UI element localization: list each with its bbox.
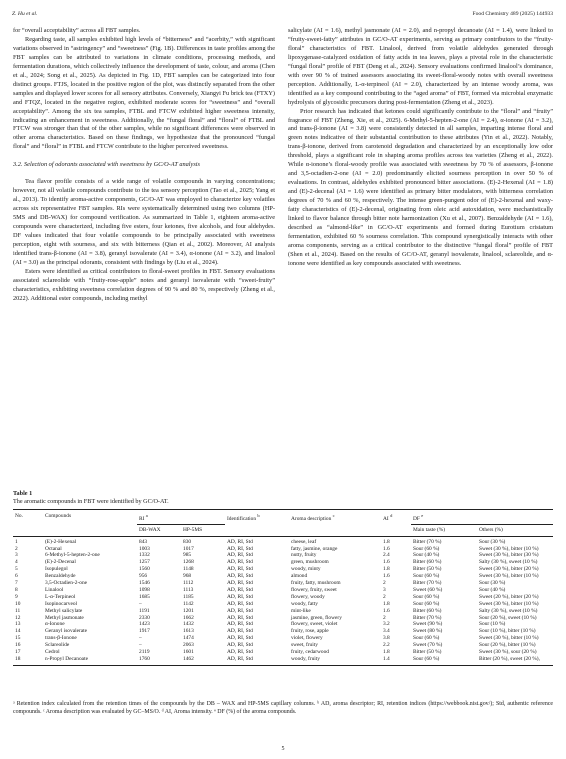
paragraph: salicylate (AI = 1.6), methyl jasmonate (AI = 2.0), and n-propyl decanoate (AI = 1.4), were linked to “fruity-sweet-fatty” attributes in GC/O-AT experiments, serving as primary contributors to the “fruity-floral” characteristics of FBT. Linalool, derived from volatile aldehydes generated through lipoxygenase-catalyzed oxidation of fatty acids in tea leaves, plays a pivotal role in the characteristic “fungal floral” profile of FBT (Deng et al., 2024). Sensory evaluations confirmed linalool’s dominance, with over 90 % of trained assessors associating its sweet-floral-woody notes with overall sweetness perception. Additionally, L-α-terpineol (AI = 2.0), characterized by an intense woody aroma, was identified as a key compound contributing to the “aged aroma” of FBT, formed via microbial enzymatic hydrolysis of glycosidic precursors during post-fermentation (Zheng et al., 2023).	[288, 27, 553, 106]
cell-ai: 2	[383, 614, 386, 621]
cell-ai: 3.2	[383, 621, 390, 628]
cell-no: 13	[15, 621, 21, 628]
table-body	[13, 536, 553, 665]
cell-compound: 3,5-Octadien-2-one	[45, 580, 88, 587]
cell-ai: 1.8	[383, 649, 390, 656]
cell-ri-dbwax: 1423	[139, 621, 150, 628]
table-row	[13, 628, 553, 635]
page-number: 5	[281, 746, 285, 752]
cell-identification: AD, RI, Std	[227, 586, 253, 593]
cell-ri-hp5ms: 830	[183, 538, 192, 545]
cell-identification: AD, RI, Std	[227, 621, 253, 628]
cell-others: Sour (10 %)	[479, 621, 506, 628]
author-header: Z. Hu et al.	[12, 11, 38, 17]
col-ai: AI $^d$	[381, 510, 411, 525]
cell-aroma: jasmine, green, flowery	[291, 614, 342, 621]
col-ri: RI $^a$	[137, 510, 225, 525]
cell-compound: Geranyl isovalerate	[45, 628, 88, 635]
cell-others: Sweet (30 %), bitter (10 %)	[479, 600, 539, 607]
cell-others: Sour (20 %), bitter (10 %)	[479, 642, 536, 649]
cell-ri-dbwax: 1257	[139, 559, 150, 566]
cell-ri-hp5ms: 1113	[183, 586, 194, 593]
table-label: Table 1	[13, 490, 33, 497]
left-column	[13, 27, 275, 304]
cell-ri-hp5ms: 968	[183, 573, 192, 580]
cell-no: 9	[15, 593, 18, 600]
cell-ai: 1.8	[383, 538, 390, 545]
cell-identification: AD, RI, Std	[227, 607, 253, 614]
cell-identification: AD, RI, Std	[227, 593, 253, 600]
cell-compound: Methyl jasmonate	[45, 614, 84, 621]
cell-ri-hp5ms: 1432	[183, 621, 194, 628]
table-row	[13, 559, 553, 566]
cell-ai: 1.8	[383, 600, 390, 607]
cell-no: 2	[15, 545, 18, 552]
cell-identification: AD, RI, Std	[227, 573, 253, 580]
cell-main-taste: Sour (60 %)	[413, 593, 440, 600]
right-column	[288, 27, 553, 269]
cell-ri-dbwax: 843	[139, 538, 148, 545]
paragraph: Esters were identified as critical contributors to floral-sweet profiles in FBT. Sensory evaluations associated sclareolide with “fruity-rose-apple” notes and geranyl isovalerate with “sweet-fruity” characteristics, exhibiting sweetness correlation degrees of 90 % and 80 %, respectively (Zheng et al., 2022). Additional ester compounds, including methyl	[13, 267, 275, 302]
cell-ri-dbwax: 1003	[139, 545, 150, 552]
cell-no: 11	[15, 607, 21, 614]
cell-ri-hp5ms: 2063	[183, 642, 194, 649]
cell-ri-dbwax: 956	[139, 573, 148, 580]
table-row	[13, 587, 553, 594]
cell-main-taste: Sweet (70 %)	[413, 642, 443, 649]
cell-ai: 2.2	[383, 642, 390, 649]
cell-ri-dbwax: 1098	[139, 586, 150, 593]
paragraph: Regarding taste, all samples exhibited high levels of “bitterness” and “acerbity,” with significant variations observed in “astringency” and “sweetness” (Fig. 1B). Differences in taste profiles among the FBT samples can be attributed to variations in climate conditions, processing methods, and fermentation durations, which collectively influence the development of taste, colour, and aroma (Chen et al., 2024; Song et al., 2025). As depicted in Fig. 1D, FBT samples can be categorized into four distinct groups. FTJS, located in the positive region of the plot, was distinctly separated from the other samples and displayed lower scores for all sensory attributes. Conversely, Xiangyi Fu brick tea (FTXY) and FTQZ, located in the negative region, exhibited moderate scores for “sweetness” and “overall acceptability”. Among the six tea samples, FTBL and FTCW exhibited higher sweetness intensity, indicating an enhancement in sweetness. Additionally, the “fungal floral” and “floral” of FTBL and FTCW was stronger than that of the other samples, while no significant differences were observed in other aroma characteristics. Based on these findings, we hypothesize that the pronounced “fungal floral” and “floral” in FTBL and FTCW contribute to the higher perceived sweetness.	[13, 35, 275, 151]
running-header	[12, 11, 553, 20]
cell-main-taste: Bitter (70 %)	[413, 538, 442, 545]
cell-identification: AD, RI, Std	[225, 656, 289, 665]
cell-others: Sweet (30 %), bitter (20 %)	[479, 566, 539, 573]
col-others: Others (%)	[477, 525, 553, 536]
cell-main-taste: Sour (60 %)	[411, 656, 477, 665]
cell-no: 6	[15, 573, 18, 580]
cell-ri-dbwax: –	[139, 642, 142, 649]
cell-others: Sweet (30 %), bitter (10 %)	[479, 573, 539, 580]
cell-main-taste: Sweet (80 %)	[413, 628, 443, 635]
cell-main-taste: Sour (60 %)	[413, 573, 440, 580]
col-no: No.	[13, 510, 43, 525]
col-dbwax: DB-WAX	[137, 525, 181, 536]
cell-no: 7	[15, 580, 18, 587]
cell-main-taste: Sour (60 %)	[413, 635, 440, 642]
cell-identification: AD, RI, Std	[227, 552, 253, 559]
cell-compound: Octanal	[45, 545, 62, 552]
cell-others: Sweet (30 %), bitter (30 %)	[479, 552, 539, 559]
cell-ri-dbwax: 1560	[139, 566, 150, 573]
cell-ri-hp5ms: 1185	[183, 593, 194, 600]
cell-main-taste: Sweet (60 %)	[413, 586, 443, 593]
cell-compound: Isopinocarveol	[45, 600, 78, 607]
cell-compound: L-α-Terpineol	[45, 593, 76, 600]
cell-ri-dbwax: –	[139, 600, 142, 607]
cell-others: Sweet (30 %), bitter (10 %)	[479, 635, 539, 642]
col-aroma: Aroma description $^c$	[289, 510, 381, 525]
cell-no: 5	[15, 566, 18, 573]
cell-compound: 6-Methyl-5-hepten-2-one	[45, 552, 100, 559]
paragraph: Tea flavor profile consists of a wide range of volatile compounds in varying concentrations; however, not all volatile compounds contribute to the tea sensory perception (Tao et al., 2025; Yang et al., 2013). To identify aroma-active components, GC/O-AT was employed to characterize key volatiles across six representative FBT samples. RIs were systematically determined using two columns (HP-5MS and DB-WAX) for compound verification. As summarized in Table 1, eighteen aroma-active compounds were characterized, including five esters, four ketones, five alcohols, and four aldehydes. DF values indicated that four volatile compounds to be principally associated with sweetness perception, eight with sourness, and six with bitterness (Qian et al., 2002). Moreover, AI analysis identified trans-β-ionone (AI = 3.8), geranyl isovalerate (AI = 3.4), α-ionone (AI = 3.2), and linalool (AI = 3.0) as the principal odorants, consistent with findings by (Liu et al., 2024).	[13, 178, 275, 266]
table-row	[13, 580, 553, 587]
col-compounds: Compounds	[43, 510, 137, 525]
section-heading: 3.2. Selection of odorants associated with sweetness by GC/O-AT analysis	[13, 161, 200, 169]
table-row	[13, 546, 553, 553]
cell-ai: 2	[383, 593, 386, 600]
cell-main-taste: Bitter (70 %)	[413, 580, 442, 587]
cell-aroma: nutty, fruity	[291, 552, 317, 559]
cell-ri-hp5ms: 985	[183, 552, 192, 559]
cell-ri-dbwax: 1760	[137, 656, 181, 665]
cell-no: 14	[15, 628, 21, 635]
table-row	[13, 552, 553, 559]
cell-identification: AD, RI, Std	[227, 600, 253, 607]
cell-no: 17	[15, 649, 21, 656]
cell-compound: Methyl salicylate	[45, 607, 83, 614]
cell-aroma: woody, minty	[291, 566, 321, 573]
cell-ri-dbwax: –	[139, 635, 142, 642]
cell-others: Sour (10 %), bitter (10 %)	[479, 628, 536, 635]
cell-ri-hp5ms: 1613	[183, 628, 194, 635]
table-1	[13, 490, 553, 666]
journal-header: Food Chemistry 489 (2025) 144933	[472, 11, 553, 17]
cell-ri-hp5ms: 1017	[183, 545, 194, 552]
cell-others: Sweet (30 %), bitter (10 %)	[479, 545, 539, 552]
cell-ri-dbwax: 2119	[139, 649, 150, 656]
cell-ri-hp5ms: 1142	[183, 600, 194, 607]
cell-no: 1	[15, 538, 18, 545]
cell-main-taste: Bitter (50 %)	[413, 566, 442, 573]
cell-ai: 1.6	[383, 607, 390, 614]
cell-ri-dbwax: 1546	[139, 580, 150, 587]
cell-identification: AD, RI, Std	[227, 614, 253, 621]
cell-compound: Cedrol	[45, 649, 60, 656]
cell-ai: 1.6	[383, 559, 390, 566]
cell-aroma: flowery, woody	[291, 593, 325, 600]
cell-ai: 2	[383, 580, 386, 587]
cell-identification: AD, RI, Std	[227, 566, 253, 573]
cell-compound: Isopulegol	[45, 566, 68, 573]
cell-identification: AD, RI, Std	[227, 580, 253, 587]
cell-others: Sour (30 %)	[479, 538, 506, 545]
cell-main-taste: Sweet (90 %)	[413, 621, 443, 628]
cell-compound: Sclareolide	[45, 642, 70, 649]
cell-identification: AD, RI, Std	[227, 559, 253, 566]
cell-identification: AD, RI, Std	[227, 642, 253, 649]
table-row	[13, 649, 553, 656]
cell-no: 15	[15, 635, 21, 642]
cell-others: Salty (30 %), sweet (10 %)	[479, 559, 538, 566]
cell-no: 3	[15, 552, 18, 559]
table-row	[13, 642, 553, 649]
cell-aroma: fatty, jasmine, orange	[291, 545, 338, 552]
cell-no: 10	[15, 600, 21, 607]
cell-ai: 1.6	[383, 545, 390, 552]
cell-ai: 3.4	[383, 628, 390, 635]
cell-ai: 1.6	[383, 573, 390, 580]
table-row	[13, 594, 553, 601]
cell-ai: 3.8	[383, 635, 390, 642]
cell-others: Sour (40 %)	[479, 586, 506, 593]
cell-compound: Benzaldehyde	[45, 573, 76, 580]
cell-identification: AD, RI, Std	[227, 538, 253, 545]
cell-ri-hp5ms: 1112	[183, 580, 194, 587]
cell-main-taste: Bitter (60 %)	[413, 607, 442, 614]
cell-ri-hp5ms: 1268	[183, 559, 194, 566]
cell-compound: α-Ionone	[45, 621, 65, 628]
cell-ai: 1.4	[381, 656, 411, 665]
paragraph: Prior research has indicated that ketones could significantly contribute to the “floral” and “fruity” fragrance of FBT (Zheng, Xie, et al., 2025). 6-Methyl-5-hepten-2-one (AI = 2.4), α-ionone (AI = 3.2), and trans-β-ionone (AI = 3.8) were consistently detected in all samples, imparting intense floral and green notes indicative of their substantial contribution to these attributes (Yin et al., 2022). Notably, trans-β-ionone, derived from carotenoid degradation and characterized by an exceptionally low odor threshold, plays a significant role in shaping aroma profiles across tea varieties (Zheng et al., 2022). While α-ionone’s floral-woody profile was associated with sweetness by 70 % of assessors, β-ionone and 3,5-octadien-2-one (AI = 2.0) predominantly elicited sourness perception in over 50 % of evaluations. In contrast, aldehydes exhibited pronounced bitter associations. (E)-2-Hexenal (AI = 1.8) and (E)-2-decenal (AI = 1.6) were identified as primary bitter modulators, with bitterness correlation degrees of 70 % and 60 %, respectively. The intense green-pungent odor of (E)-2-hexenal and waxy-fatty characteristics of (E)-2-decenal, originating from oleic acid autoxidation, were mechanistically linked to flavor balance through bitter note harmonization (Xu et al., 2007). Benzaldehyde (AI = 1.6), described as “almond-like” in GC/O-AT experiments and formed during Eurotium cristatum fermentation, exhibited 60 % sourness correlation. This compound synergistically interacts with other aroma components, serving as a critical contributor to the distinctive “fungal floral” profile of FBT (Shen et al., 2024). Based on the results of GC/O-AT, geranyl isovalerate, linalool, sclareolide, and α-ionone were identified as key compounds associated with sweetness.	[288, 107, 553, 267]
col-df: DF $^e$	[411, 510, 553, 525]
cell-no: 8	[15, 586, 18, 593]
col-hp5ms: HP-5MS	[181, 525, 225, 536]
cell-aroma: violet, flowery	[291, 635, 323, 642]
cell-no: 18	[13, 656, 43, 665]
cell-compound: Linalool	[45, 586, 64, 593]
cell-others: Salty (30 %), sweet (10 %)	[479, 607, 538, 614]
cell-ri-dbwax: 1191	[139, 607, 150, 614]
cell-ri-hp5ms: 1201	[183, 607, 194, 614]
cell-identification: AD, RI, Std	[227, 545, 253, 552]
cell-others: Sweet (30 %), sour (20 %)	[479, 649, 537, 656]
cell-no: 4	[15, 559, 18, 566]
cell-ri-dbwax: 2330	[139, 614, 150, 621]
table-footnote: ᵃ Retention index calculated from the retention times of the compounds by the DB – WAX and HP-5MS capillary columns. ᵇ AD, aroma descriptor; RI, retention indices (https://webbook.nist.gov/); Std, authentic reference compounds. ᶜ Aroma description was evaluated by GC–MS/O. ᵈ AI, Aroma intensity. ᵉ DF (%) of the aroma compounds.	[13, 701, 553, 715]
cell-identification: AD, RI, Std	[227, 649, 253, 656]
table-row	[13, 566, 553, 573]
cell-main-taste: Sour (40 %)	[413, 552, 440, 559]
table-row	[13, 608, 553, 615]
cell-ri-hp5ms: 1662	[183, 614, 194, 621]
table-row	[13, 601, 553, 608]
cell-ri-hp5ms: 1601	[183, 649, 194, 656]
cell-ai: 3	[383, 586, 386, 593]
cell-aroma: fruity, fatty, mushroom	[291, 580, 341, 587]
cell-identification: AD, RI, Std	[227, 635, 253, 642]
cell-ri-dbwax: 1332	[139, 552, 150, 559]
cell-aroma: almond	[291, 573, 308, 580]
cell-ai: 1.8	[383, 566, 390, 573]
cell-ri-hp5ms: 1148	[183, 566, 194, 573]
cell-no: 12	[15, 614, 21, 621]
col-main-taste: Main taste (%)	[411, 525, 477, 536]
paragraph: for “overall acceptability” across all FBT samples.	[13, 27, 141, 34]
cell-main-taste: Sour (60 %)	[413, 545, 440, 552]
cell-ri-dbwax: 1917	[139, 628, 150, 635]
cell-ai: 2.4	[383, 552, 390, 559]
aroma-compounds-table	[13, 509, 553, 666]
cell-main-taste: Bitter (60 %)	[413, 559, 442, 566]
cell-compound: n-Propyl Decanoate	[43, 656, 137, 665]
cell-main-taste: Bitter (70 %)	[413, 614, 442, 621]
cell-ri-hp5ms: 1462	[181, 656, 225, 665]
cell-main-taste: Bitter (50 %)	[413, 649, 442, 656]
cell-main-taste: Sour (60 %)	[413, 600, 440, 607]
cell-compound: (E)-2-Hexenal	[45, 538, 77, 545]
cell-aroma: flowery, fruity, sweet	[291, 586, 337, 593]
cell-aroma: woody, fatty	[291, 600, 318, 607]
cell-aroma: fruity, cedarwood	[291, 649, 329, 656]
cell-identification: AD, RI, Std	[227, 628, 253, 635]
table-row	[13, 621, 553, 628]
cell-others: Sour (20 %), sweet (10 %)	[479, 614, 537, 621]
table-row	[13, 536, 553, 545]
cell-no: 16	[15, 642, 21, 649]
cell-aroma: woody, fruity	[289, 656, 381, 665]
table-caption: The aromatic compounds in FBT were identified by GC/O-AT.	[13, 498, 169, 505]
table-row	[13, 635, 553, 642]
cell-aroma: cheese, leaf	[291, 538, 317, 545]
cell-ri-dbwax: 1685	[139, 593, 150, 600]
cell-aroma: mint-like	[291, 607, 311, 614]
cell-others: Bitter (20 %), sweet (20 %),	[477, 656, 553, 665]
table-row	[13, 615, 553, 622]
cell-compound: trans-β-Ionone	[45, 635, 77, 642]
cell-others: Sweet (20 %), bitter (20 %)	[479, 593, 539, 600]
table-row	[13, 573, 553, 580]
cell-aroma: fruity, rose, apple	[291, 628, 329, 635]
cell-others: Sour (30 %)	[479, 580, 506, 587]
cell-aroma: sweet, fruity	[291, 642, 318, 649]
cell-ri-hp5ms: 1474	[183, 635, 194, 642]
cell-aroma: flowery, sweet, violet	[291, 621, 338, 628]
col-identification: Identification $^b$	[225, 510, 289, 525]
cell-compound: (E)-2-Decenal	[45, 559, 76, 566]
table-row	[13, 656, 553, 665]
cell-aroma: green, mushroom	[291, 559, 329, 566]
